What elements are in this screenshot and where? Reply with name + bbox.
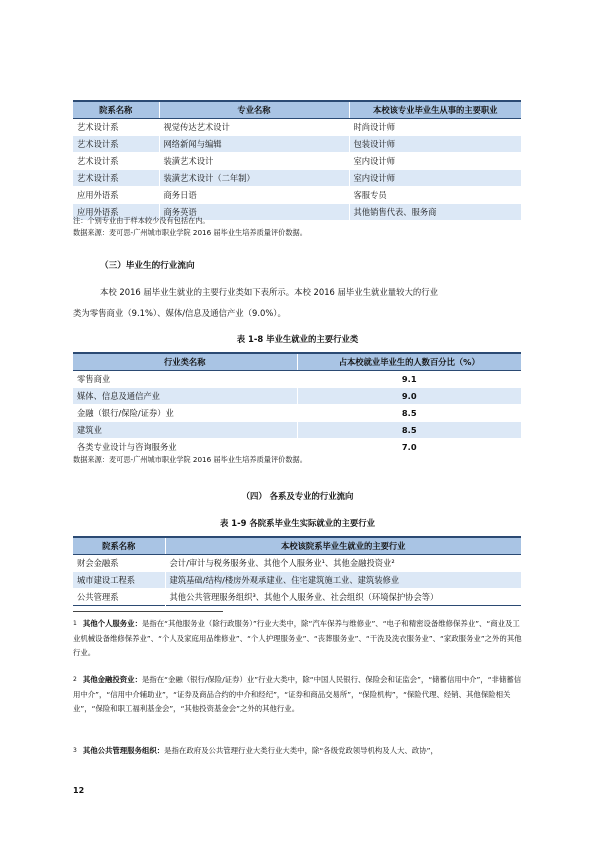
table-cell: 装潢艺术设计（二年制） [159, 170, 349, 187]
footnote [73, 673, 523, 717]
table-row [73, 371, 521, 388]
table-row [73, 405, 521, 422]
column-header: 本校该院系毕业生就业的主要行业 [165, 537, 521, 555]
footnote-text: 是指在政府及公共管理行业大类行业大类中，除“各级党政领导机构及人大、政协”， [164, 746, 438, 755]
page-number: 12 [73, 786, 85, 795]
occupation-table [73, 100, 521, 221]
table-header-row [73, 537, 521, 555]
table-row [73, 572, 521, 589]
column-header: 行业类名称 [73, 353, 297, 371]
table-row [73, 170, 521, 187]
table-cell: 网络新闻与编辑 [159, 136, 349, 153]
table-header-row [73, 101, 521, 119]
footnote-text: 是指在“其他服务业（除行政服务）”行业大类中，除“汽车保养与维修业”、“电子和精密设备维修保养业”、“商业及工业机械设备维修保养业”、“个人及家庭用品维修业”、“个人护理服务业”、“丧葬服务业”、“干洗及洗衣服务业”、“家政服务业”之外的其他行业。 [73, 619, 522, 657]
table-row [73, 388, 521, 405]
footnote-term: 其他金融投资业： [82, 675, 142, 684]
table-cell: 各类专业设计与咨询服务业 [77, 442, 177, 452]
table-cell: 应用外语系 [77, 207, 119, 217]
table-cell: 客服专员 [349, 187, 521, 204]
table-cell: 商务日语 [159, 187, 349, 204]
table-cell: 包装设计师 [349, 136, 521, 153]
table-cell: 艺术设计系 [77, 122, 119, 132]
footnote-term: 其他公共管理服务组织： [82, 746, 165, 755]
table-cell: 室内设计师 [349, 170, 521, 187]
table-caption: 表 1-9 各院系毕业生实际就业的主要行业 [220, 518, 375, 528]
table-cell: 其他销售代表、服务商 [349, 204, 521, 221]
table-cell: 公共管理系 [77, 592, 119, 602]
table-row [73, 439, 521, 456]
table-row [73, 153, 521, 170]
table-row [73, 119, 521, 136]
column-header: 占本校就业毕业生的人数百分比（%） [297, 353, 521, 371]
table-cell: 时尚设计师 [349, 119, 521, 136]
footnote-term: 其他个人服务业： [82, 619, 142, 628]
table-cell: 财会金融系 [77, 558, 119, 568]
table-cell: 建筑业 [77, 425, 102, 435]
footnote-number: 3 [73, 747, 77, 754]
footnote [73, 617, 523, 661]
column-header: 院系名称 [73, 101, 159, 119]
table-cell: 零售商业 [77, 374, 111, 384]
department-industry-table [73, 536, 521, 606]
table-cell: 媒体、信息及通信产业 [77, 391, 160, 401]
table-cell: 室内设计师 [349, 153, 521, 170]
table-header-row [73, 353, 521, 371]
table-cell: 8.5 [297, 405, 521, 422]
table-cell: 会计/审计与税务服务业、其他个人服务业¹、其他金融投资业² [165, 555, 521, 572]
table-caption: 表 1-8 毕业生就业的主要行业类 [236, 334, 359, 344]
table-cell: 7.0 [297, 439, 521, 456]
paragraph-line: 本校 2016 届毕业生就业的主要行业类如下表所示。本校 2016 届毕业生就业量较大的行业 [100, 287, 439, 297]
column-header: 专业名称 [159, 101, 349, 119]
table-cell: 建筑基础/结构/楼房外观承建业、住宅建筑施工业、建筑装修业 [165, 572, 521, 589]
data-source: 数据来源：麦可思-广州城市职业学院 2016 届毕业生培养质量评价数据。 [73, 455, 307, 464]
table-cell: 9.1 [297, 371, 521, 388]
footnote-number: 1 [73, 620, 77, 627]
table-cell: 应用外语系 [77, 190, 119, 200]
table-cell: 其他公共管理服务组织³、其他个人服务业、社会组织（环境保护协会等） [165, 589, 521, 606]
footnote-divider [73, 611, 223, 612]
table-row [73, 589, 521, 606]
footnote-number: 2 [73, 676, 77, 683]
table-cell: 艺术设计系 [77, 139, 119, 149]
table-row [73, 422, 521, 439]
table-cell: 8.5 [297, 422, 521, 439]
table-cell: 9.0 [297, 388, 521, 405]
table-cell: 视觉传达艺术设计 [159, 119, 349, 136]
table-cell: 艺术设计系 [77, 156, 119, 166]
table-cell: 商务英语 [159, 204, 349, 221]
table-note: 注：个别专业由于样本较少没有包括在内。 [73, 216, 210, 225]
table-cell: 金融（银行/保险/证券）业 [77, 408, 174, 418]
table-row [73, 555, 521, 572]
section-heading: （四） 各系及专业的行业流向 [241, 491, 354, 501]
section-heading: （三）毕业生的行业流向 [100, 261, 195, 271]
table-row [73, 187, 521, 204]
footnote [73, 744, 523, 759]
table-row [73, 136, 521, 153]
column-header: 院系名称 [73, 537, 165, 555]
table-cell: 城市建设工程系 [77, 575, 136, 585]
data-source: 数据来源：麦可思-广州城市职业学院 2016 届毕业生培养质量评价数据。 [73, 228, 307, 237]
column-header: 本校该专业毕业生从事的主要职业 [349, 101, 521, 119]
industry-table [73, 352, 521, 456]
table-cell: 艺术设计系 [77, 173, 119, 183]
table-cell: 装潢艺术设计 [159, 153, 349, 170]
paragraph-line: 类为零售商业（9.1%）、媒体/信息及通信产业（9.0%）。 [73, 308, 286, 318]
footnote-text: 是指在“金融（银行/保险/证券）业”行业大类中，除“中国人民银行、保险会和证监会”，“储蓄信用中介”，“非储蓄信用中介”，“信用中介辅助业”，“证券及商品合约的中介和经纪”，“证券和商品交易所”，“保险机构”，“保险代理、经销、其他保险相关业”，“保险和职工福利基金会”，“其他投资基金会”之外的其他行业。 [73, 675, 522, 713]
